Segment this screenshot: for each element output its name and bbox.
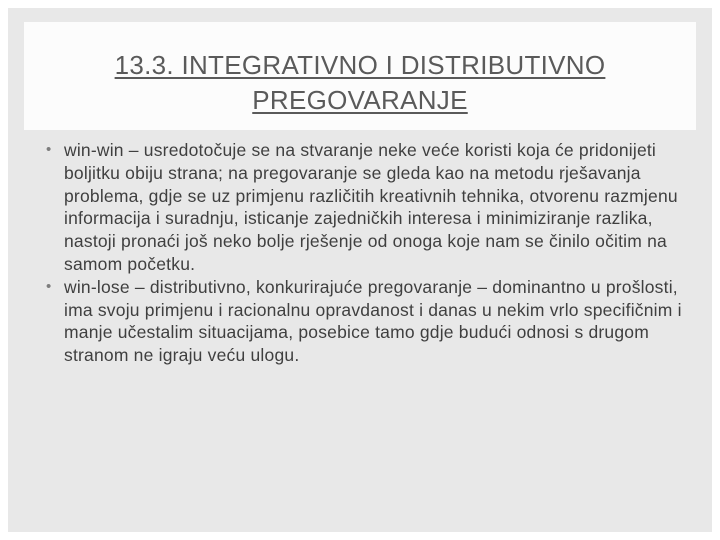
bullet-item [44,139,684,276]
bullet-dot-icon: • [46,141,52,158]
slide-title: 13.3. INTEGRATIVNO I DISTRIBUTIVNO PREGOVARANJE [114,50,606,115]
bullet-dot-icon: • [46,277,52,295]
title-box [24,22,696,130]
slide-body [44,139,684,367]
bullet-item [44,276,684,367]
bullet-text: win-lose – distributivno, konkurirajuće pregovaranje – dominantno u prošlosti, ima svoju primjenu i racionalnu opravdanost i danas u nekim vrlo specifičnim i manje učestalim situacijama, posebice tamo gdje budući odnosi s drugom stranom ne igraju veću ulogu. [64,276,682,366]
bullet-text: win-win – usredotočuje se na stvaranje neke veće koristi koja će pridonijeti boljitku obiju strana; na pregovaranje se gleda kao na metodu rješavanja problema, gdje se uz primjenu različitih kreativnih tehnika, otvorenu razmjenu informacija i suradnju, isticanje zajedničkih interesa i minimiziranje razlika, nastoji pronaći još neko bolje rješenje od onoga koje nam se činilo očitim na samom početku. [64,140,678,274]
